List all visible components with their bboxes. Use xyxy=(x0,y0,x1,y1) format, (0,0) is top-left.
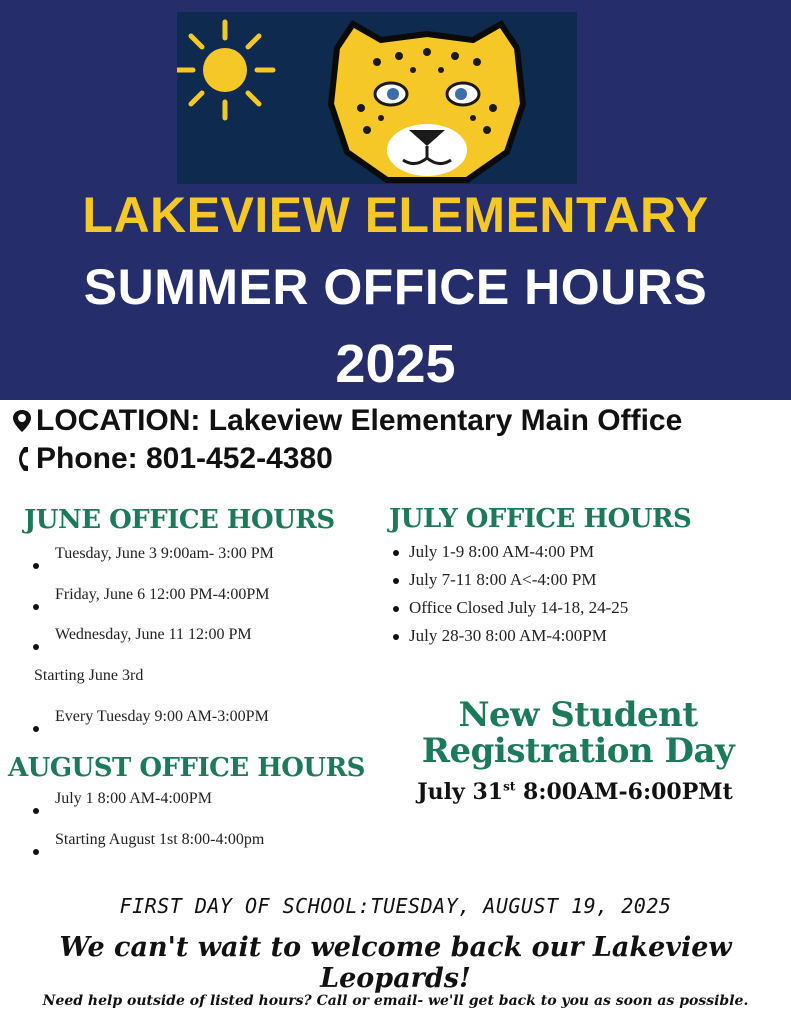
list-item: Office Closed July 14-18, 24-25 xyxy=(392,597,628,625)
welcome-message: We can't wait to welcome back our Lakeview Leopards! xyxy=(59,932,732,994)
list-item: July 7-11 8:00 A<-4:00 PM xyxy=(392,569,628,597)
june-heading: JUNE OFFICE HOURS xyxy=(24,505,335,535)
school-logo xyxy=(177,12,577,184)
registration-title-line2: Registration Day xyxy=(421,731,735,771)
bullet xyxy=(393,550,399,556)
location-line xyxy=(10,404,682,438)
first-day-of-school: FIRST DAY OF SCHOOL:TUESDAY, AUGUST 19, 2025 xyxy=(119,894,672,918)
bullet xyxy=(393,634,399,640)
bullet xyxy=(33,563,39,569)
leopard-mascot-icon xyxy=(331,24,523,180)
sun-icon xyxy=(177,22,273,118)
page-title: SUMMER OFFICE HOURS xyxy=(83,259,708,315)
phone-line xyxy=(10,442,333,476)
bullet xyxy=(393,578,399,584)
bullet xyxy=(33,849,39,855)
year: 2025 xyxy=(335,334,456,394)
header-banner xyxy=(0,0,791,400)
help-note: Need help outside of listed hours? Call or email- we'll get back to you as soon as possible. xyxy=(42,993,749,1009)
list-item: July 28-30 8:00 AM-4:00PM xyxy=(392,625,628,653)
phone-text: Phone: 801-452-4380 xyxy=(36,442,333,475)
bullet xyxy=(33,644,39,650)
bullet xyxy=(33,726,39,732)
registration-title-line1: New Student xyxy=(458,695,698,735)
list-item: Friday, June 6 12:00 PM-4:00PM xyxy=(55,586,270,603)
school-name: LAKEVIEW ELEMENTARY xyxy=(82,187,709,243)
list-item: Every Tuesday 9:00 AM-3:00PM xyxy=(55,708,269,725)
july-list xyxy=(392,541,628,653)
location-text: LOCATION: Lakeview Elementary Main Office xyxy=(36,404,683,437)
list-item: July 1 8:00 AM-4:00PM xyxy=(55,790,212,807)
august-heading: AUGUST OFFICE HOURS xyxy=(8,753,365,783)
phone-icon xyxy=(10,444,34,474)
starting-note: Starting June 3rd xyxy=(34,667,144,684)
list-item: Tuesday, June 3 9:00am- 3:00 PM xyxy=(55,545,274,562)
location-pin-icon xyxy=(10,406,34,436)
list-item: Starting August 1st 8:00-4:00pm xyxy=(55,831,265,848)
bullet xyxy=(33,604,39,610)
bullet xyxy=(393,606,399,612)
list-item: Wednesday, June 11 12:00 PM xyxy=(55,626,252,643)
bullet xyxy=(33,808,39,814)
registration-date: July 31st 8:00AM-6:00PMt xyxy=(417,779,733,805)
list-item: July 1-9 8:00 AM-4:00 PM xyxy=(392,541,628,569)
july-heading: JULY OFFICE HOURS xyxy=(389,504,692,534)
